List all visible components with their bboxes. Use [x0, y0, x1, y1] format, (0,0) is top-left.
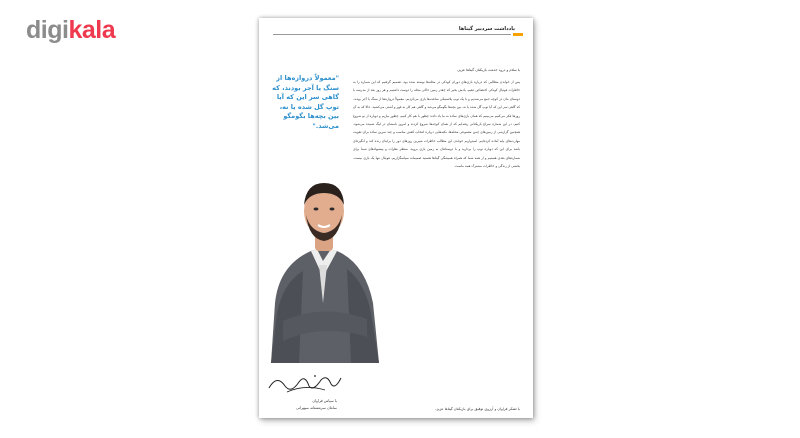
page-header	[273, 26, 523, 38]
article-paragraph: پس از خواندن مطالبی که درباره بازی‌های دوران کودکی در محله‌ها نوشته شده بود، تصمیم گرفتیم که این شماره را به خاطرات فوتبال کودکی اختصاص دهیم. یادش بخیر که چقدر زمین خاکی محله را دوست داشتیم و هر روز بعد از مدرسه با دوستان مان در کوچه جمع می‌شدیم و با یک توپ پلاستیکی ساعت‌ها بازی می‌کردیم. معمولاً دروازه‌ها از سنگ یا آجر بودند، که گاهی سر این که آیا توپ گل شده یا نه، بین بچه‌ها بگومگو می‌شد و گاهی هم کار به قهر و آشتی می‌کشید. حالا که به آن روزها فکر می‌کنیم می‌بینیم که همان بازی‌های ساده به ما یاد دادند چطور با هم کار کنیم، چطور ببازیم و دوباره از نو شروع کنیم. در این شماره سراغ بازیکنانی رفته‌ایم که از همان کوچه‌ها شروع کردند و امروز نامشان در لیگ شنیده می‌شود. همچنین گزارشی از زمین‌های چمن مصنوعی محله‌ها، نکته‌هایی درباره انتخاب کفش مناسب و چند تمرین ساده برای تقویت مهارت‌های پایه آماده کرده‌ایم. امیدواریم خواندن این مطالب خاطرات شیرین روزهای دور را برایتان زنده کند و انگیزه‌ای باشد برای این که دوباره توپ را بردارید و با دوستانتان به زمین بازی بروید. منتظر نظرات و پیشنهادهای شما برای شماره‌های بعدی هستیم و از همه شما که همراه همیشگی گیتاها هستید صمیمانه سپاسگزاریم. فوتبال تنها یک بازی نیست، بخشی از زندگی و خاطرات مشترک همه ماست.	[353, 80, 520, 169]
pull-quote: "معمولاً دروازه‌ها از سنگ یا آجر بودند، که گاهی سر این که آیا توپ گل شده یا نه، بین بچه‌ها بگومگو می‌شد."	[272, 74, 339, 130]
greeting-line: با سلام و درود خدمت بازیکنان گیتاها عزیز،	[456, 68, 520, 72]
logo-part-kala: kala	[68, 16, 116, 44]
signature-thanks: با سپاس فراوان	[312, 399, 337, 403]
header-rule	[273, 34, 511, 35]
page-title: یادداشت سردبیر گیتاها	[458, 26, 515, 32]
header-accent-bar	[513, 33, 523, 36]
logo-part-digi: digi	[26, 16, 69, 44]
digikala-logo[interactable]	[26, 16, 115, 45]
magazine-page	[259, 18, 533, 418]
editor-signature	[265, 370, 345, 396]
closing-line: با تشکر فراوان و آرزوی توفیق برای بازیکنان گیتاها عزیز،	[435, 407, 520, 411]
signature-caption	[267, 398, 337, 412]
signature-name: سامان سرمستانه سپهرانی	[295, 406, 337, 410]
editor-photo	[263, 153, 383, 363]
